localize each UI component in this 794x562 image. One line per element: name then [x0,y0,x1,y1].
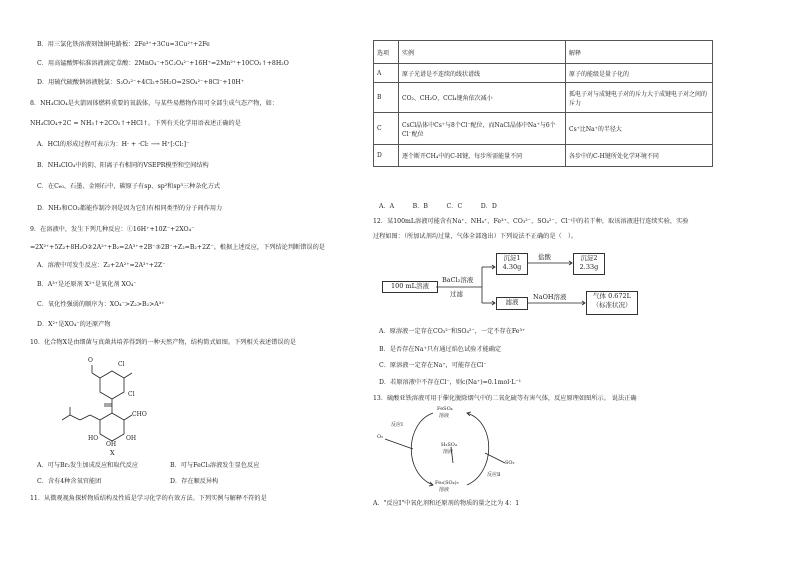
flow-start-box: 100 mL溶液 [382,281,438,293]
cycle-feso4: FeSO₄ [437,406,453,412]
q8-option-c: C．在C₆₀、石墨、金刚石中，碳原子有sp、sp²和sp³三种杂化方式 [37,183,221,190]
option-d: D．用硫代硫酸钠溶液脱氯：S₂O₃²⁻+4Cl₂+5H₂O=2SO₄²⁻+8Cl⁻+10H⁺ [37,79,245,86]
flow-hcl: 盐酸 [538,253,551,261]
q12-flow-diagram [378,249,678,323]
q9-stem: 9．在溶液中，发生下列几种反应：①16H⁺+10Z⁻+2XO₄⁻ [30,226,195,233]
table-cell: 逐个断开CH₄中的C-H键，每步所需能量不同 [399,145,566,167]
q12-stem-line2: 过程如图：（所加试剂均过量，气体全部逸出）下列说法不正确的是（ ）。 [373,233,578,240]
struct-o: O [88,357,93,364]
flow-ppt1-mass: 4.30g [502,263,522,271]
flow-naoh: NaOH溶液 [533,293,567,301]
table-cell: Cs⁺比Na⁺的半径大 [566,113,713,145]
struct-label-x: X [110,449,115,457]
flow-gas-box [586,291,638,315]
q11-stem: 11．从微观视角探析物质结构及性质是学习化学的有效方法。下列实例与解释不符的是 [30,495,267,502]
option-b: B．用三氯化铁溶液刻蚀铜电路板：2Fe³⁺+3Cu=3Cu²⁺+2Fe [37,41,210,48]
table-cell: 原子光谱是不连续的线状谱线 [399,64,566,83]
cycle-h2so4-solution: 溶液 [443,449,454,455]
flow-filter: 过滤 [450,290,463,298]
struct-oh-right: OH [126,435,137,442]
flow-ppt1-box [496,253,528,275]
q8-option-a: A．HCl的形成过程可表示为：H· + ·Cl: ⟶ H⁺[:Cl:]⁻ [37,141,190,148]
q12-option-d: D．若原溶液中不存在Cl⁻，则c(Na⁺)=0.1mol·L⁻¹ [379,379,522,386]
cycle-fe2so43: Fe₂(SO₄)₃ [435,480,459,486]
q12-option-a: A．原溶液一定存在CO₃²⁻和SO₄²⁻，一定不存在Fe³⁺ [379,328,526,335]
flow-filtrate-box: 滤液 [496,297,528,310]
q10-option-b: B．可与FeCl₃溶液发生显色反应 [170,462,260,469]
flow-gas-volume: 气体 0.672L [593,292,631,300]
q10-stem: 10．化合物X是由细菌与真菌共培养得到的一种天然产物，结构简式如图。下列相关表述错误的是 [30,339,296,346]
option-c: C．用高锰酸钾标准溶液滴定草酸：2MnO₄⁻+5C₂O₄²⁻+16H⁺=2Mn²⁺+10CO₂↑+8H₂O [37,60,289,67]
q11-options: A．A B．B C．C D．D [379,203,497,210]
q9-option-d: D．X²⁺是XO₄⁻的还原产物 [37,321,111,328]
table-header-example: 实例 [399,41,566,64]
flow-gas-condition: （标准状况） [592,301,632,309]
flow-ppt2-label: 沉淀2 [580,254,598,262]
q13-option-a: A．"反应Ⅰ"中氧化剂和还原剂的物质的量之比为 4：1 [373,500,520,507]
cycle-feso4-solution: 溶液 [439,413,450,419]
q9-option-b: B．A³⁺是还原剂 X²⁺是氧化剂 XO₄⁻ [37,281,137,288]
table-row [374,145,713,167]
flow-reagent-bacl2: BaCl₂溶液 [442,276,474,284]
table-cell: 各步中的C-H键所处化学环境不同 [566,145,713,167]
cycle-fe2so43-solution: 溶液 [439,487,450,493]
q13-cycle-diagram [375,403,525,495]
struct-cho: CHO [132,411,147,418]
table-cell: A [374,64,399,83]
q9-equation: =2X²⁺+5Z₂+8H₂O②2A²⁺+B₂=2A³⁺+2B⁻③2B⁻+Z₂=B₂+2Z⁻。根据上述反应，下列结论判断错误的是 [30,244,325,251]
cycle-o2: O₂ [377,434,384,440]
flow-ppt2-box [573,253,605,275]
table-header-option: 选项 [374,41,399,64]
q8-option-d: D．NH₃和CO₂都能作制冷剂是因为它们有相同类型的分子间作用力 [37,205,223,212]
struct-oh-bottom: OH [106,441,117,448]
q9-option-c: C．氧化性强弱的顺序为：XO₄⁻>Z₂>B₂>A³⁺ [37,301,165,308]
table-row [374,113,713,145]
struct-ho-left: HO [88,435,99,442]
table-cell: CsCl晶体中Cs⁺与8个Cl⁻配位，而NaCl晶体中Na⁺与6个Cl⁻配位 [399,113,566,145]
q12-option-b: B．是否存在Na⁺只有通过焰色试验才能确定 [379,346,502,353]
table-cell: C [374,113,399,145]
cycle-h2so4: H₂SO₄ [441,442,457,448]
q11-table [373,40,713,167]
q10-option-c: C．含有4种含氧官能团 [37,478,102,485]
q12-option-c: C．原溶液一定存在Na⁺，可能存在Cl⁻ [379,362,487,369]
q8-equation: NH₄ClO₄+2C = NH₃↑+2CO₂↑+HCl↑。下列有关化学用语表述正确的是 [30,120,241,127]
cycle-reaction-1: 反应Ⅰ [391,422,403,428]
table-row [374,64,713,83]
struct-cl-top: Cl [118,361,125,368]
q12-stem: 12．某100mL溶液可能含有Na⁺、NH₄⁺、Fe³⁺、CO₃²⁻、SO₄²⁻、Cl⁻中的若干种，取该溶液进行连续实验，实验 [373,218,689,225]
q8-option-b: B．NH₄ClO₄中的阴、阳离子有相同的VSEPR模型和空间结构 [37,162,209,169]
table-header-explanation: 解释 [566,41,713,64]
cycle-so2: SO₂ [505,460,515,466]
table-row [374,83,713,113]
table-cell: 孤电子对与成键电子对的斥力大于成键电子对之间的斥力 [566,83,713,113]
q9-option-a: A．溶液中可发生反应：Z₂+2A²⁺=2A³⁺+2Z⁻ [37,262,166,269]
q10-option-d: D．存在顺反异构 [170,478,219,485]
struct-cl-right: Cl [128,391,135,398]
table-cell: 原子的能级是量子化的 [566,64,713,83]
q8-stem: 8．NH₄ClO₄是火箭固体燃料重要的氧载体，与某些易燃物作用可全部生成气态产物，如： [30,100,279,107]
compound-x-structure [52,357,172,457]
q13-stem: 13．硫酸亚铁溶液可用于催化脱除烟气中的二氧化硫等有害气体，反应原理如图所示。 说法正确 [373,395,637,402]
q10-option-a: A．可与Br₂发生加成反应和取代反应 [37,462,139,469]
flow-ppt2-mass: 2.33g [579,263,599,271]
table-cell: CO₂、CH₂O、CCl₄键角依次减小 [399,83,566,113]
flow-ppt1-label: 沉淀1 [503,254,521,262]
cycle-reaction-2: 反应Ⅱ [487,472,501,478]
table-cell: B [374,83,399,113]
table-cell: D [374,145,399,167]
